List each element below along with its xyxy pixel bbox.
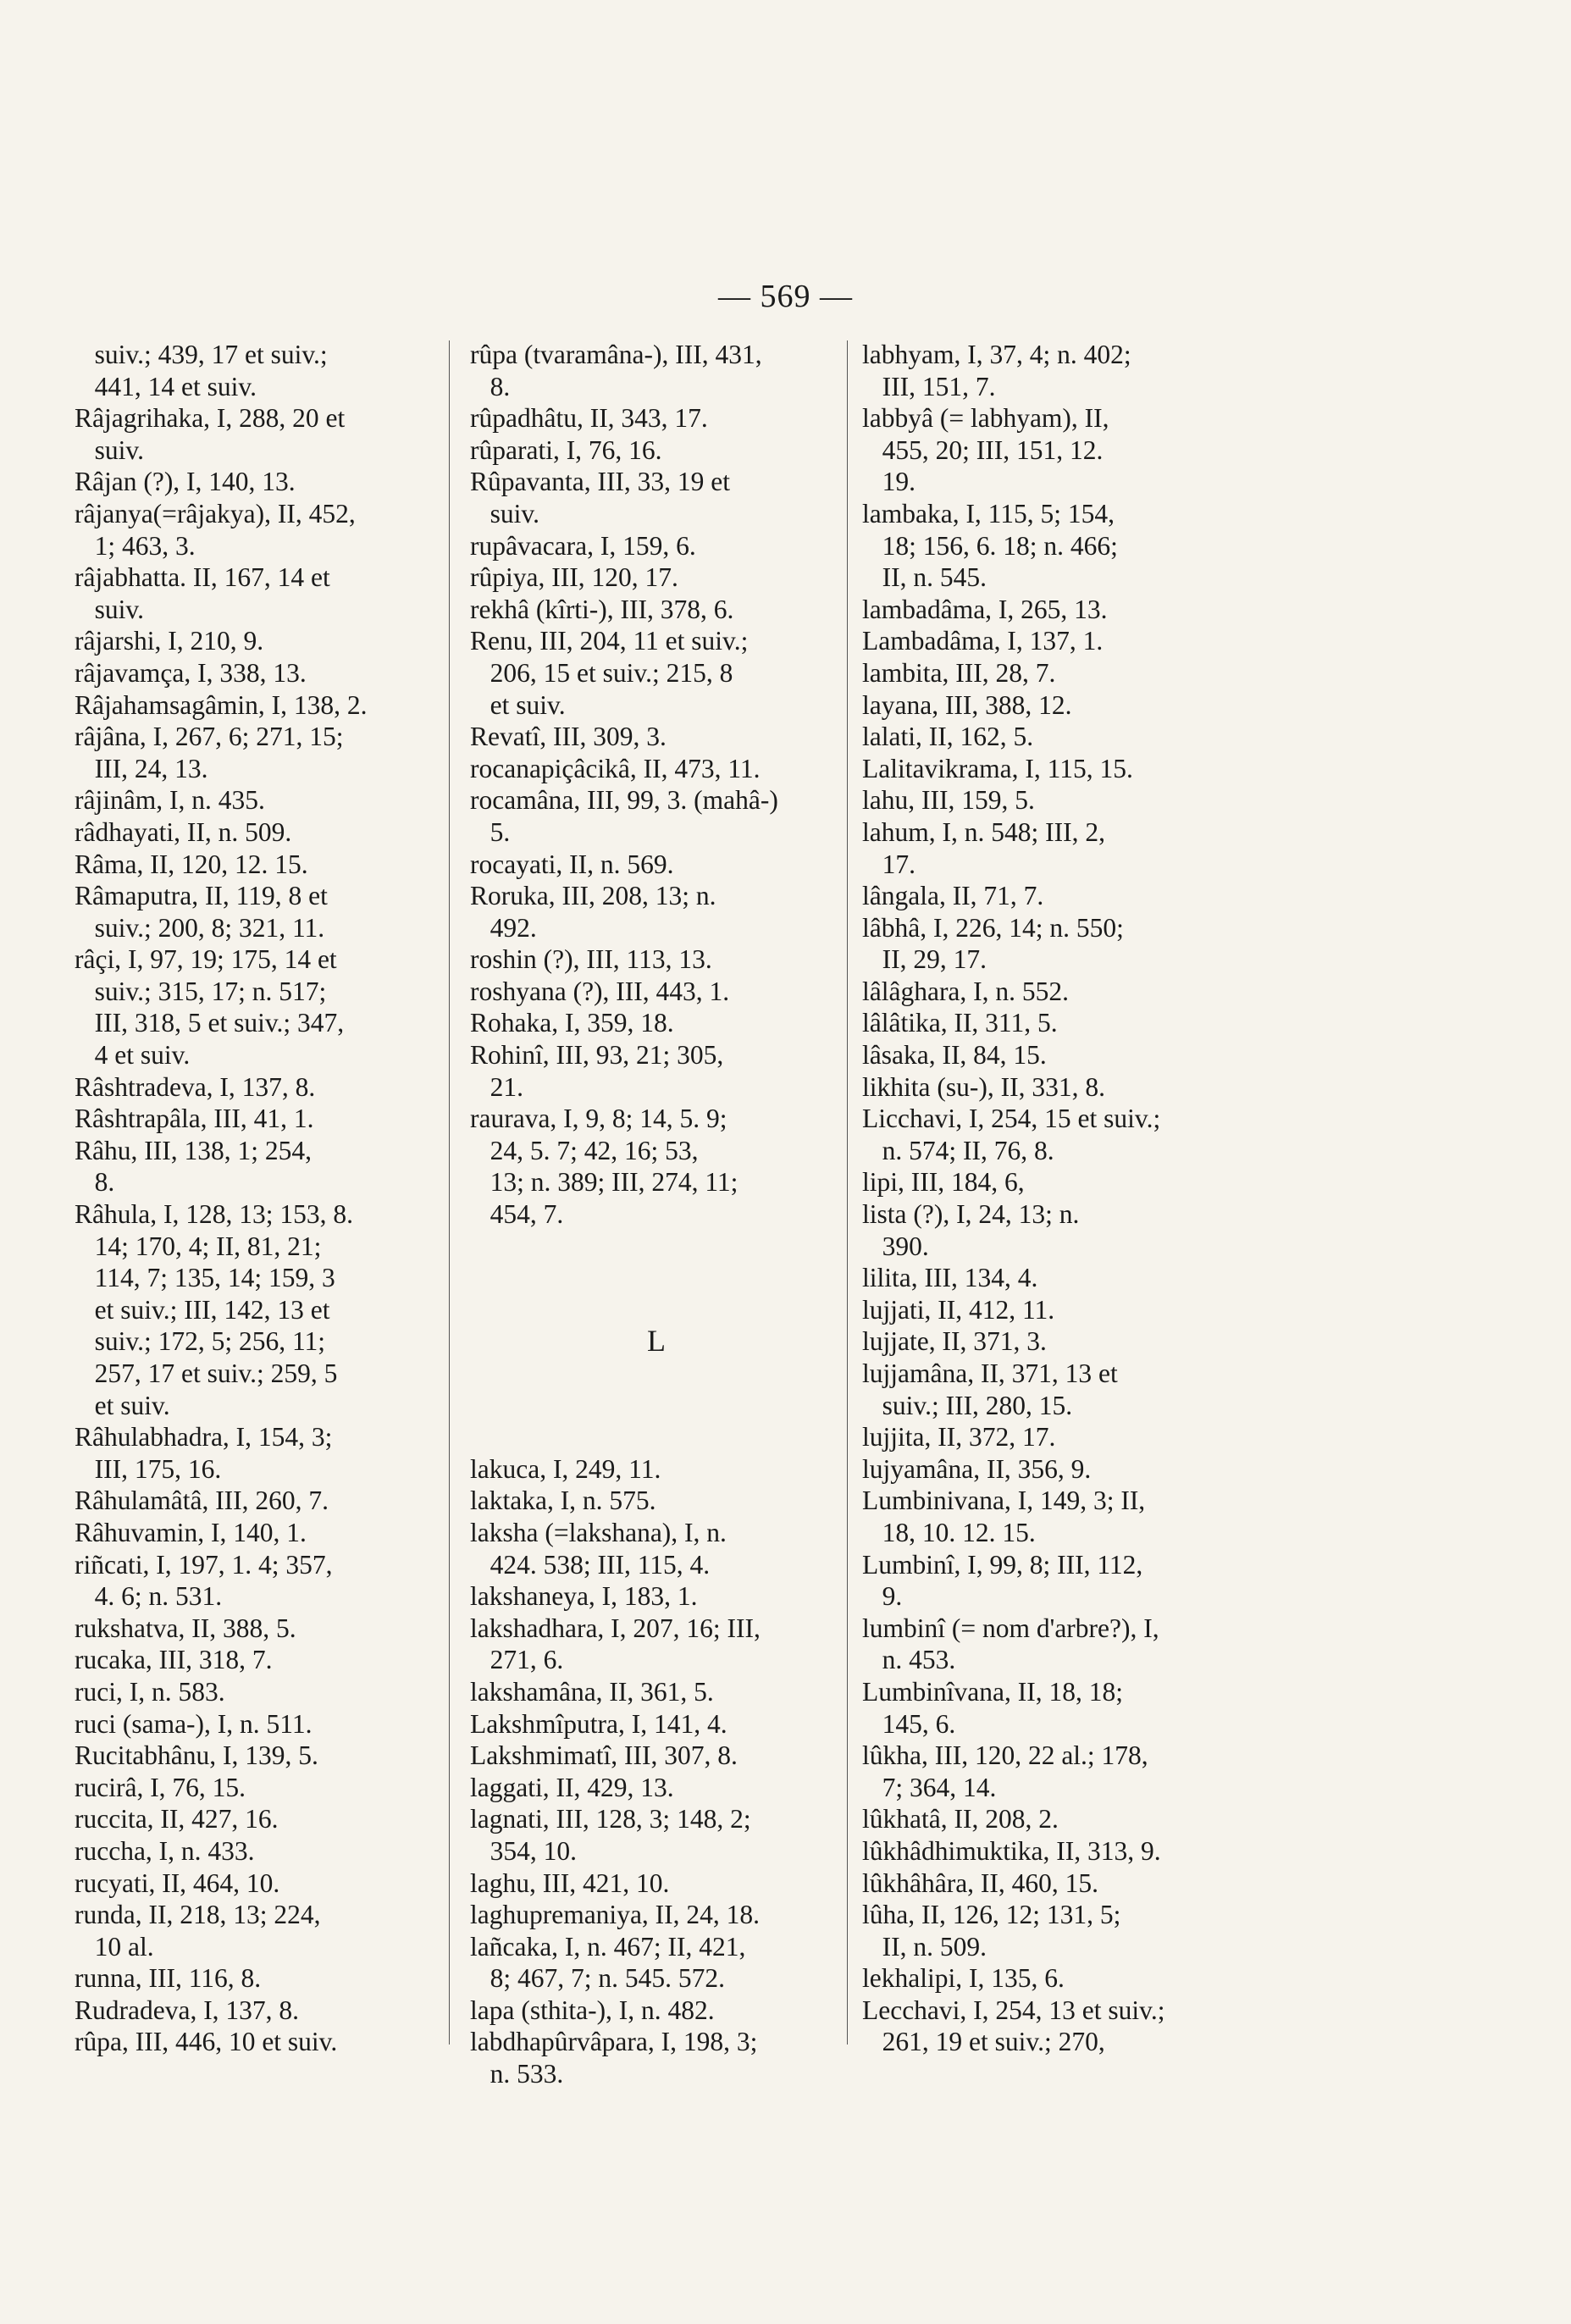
index-entry-line: 19. [862,467,915,497]
index-entry-line: laghupremaniya, II, 24, 18. [470,1900,761,1930]
index-entry-line [470,1231,843,1263]
index-entry-line: Râhula, I, 128, 13; 153, 8. [75,1199,353,1230]
index-entry-line: runna, III, 116, 8. [75,1963,262,1994]
index-entry-line: ruci, I, n. 583. [75,1676,225,1707]
index-entry-line: n. 574; II, 76, 8. [862,1135,1054,1165]
index-entry-line: roshyana (?), III, 443, 1. [470,976,730,1006]
index-entry-line: Rûpavanta, III, 33, 19 et [470,467,731,497]
index-entry-line: lûkha, III, 120, 22 al.; 178, [862,1740,1148,1771]
index-entry-line: 9. [862,1581,903,1612]
index-entry-line: lâlâghara, I, n. 552. [862,976,1070,1006]
index-entry-line: lahum, I, n. 548; III, 2, [862,816,1105,847]
index-entry-line: 390. [862,1231,929,1261]
index-entry-line [470,1390,843,1422]
index-entry-line: Râjahamsagâmin, I, 138, 2. [75,689,368,720]
index-column-2 [470,339,843,2090]
index-entry-line: suiv.; 200, 8; 321, 11. [75,912,325,943]
index-entry-line: lûkhatâ, II, 208, 2. [862,1804,1059,1834]
index-entry-line: Licchavi, I, 254, 15 et suiv.; [862,1104,1161,1134]
index-entry-line: 5. [470,816,511,847]
index-entry-line: 354, 10. [470,1835,577,1866]
index-entry-line: Lumbinîvana, II, 18, 18; [862,1676,1123,1707]
index-entry-line: Râhuvamin, I, 140, 1. [75,1517,307,1547]
index-entry-line: Râjan (?), I, 140, 13. [75,467,296,497]
index-entry-line: lujjati, II, 412, 11. [862,1294,1055,1325]
index-entry-line: lângala, II, 71, 7. [862,881,1044,911]
index-entry-line: laksha (=lakshana), I, n. [470,1517,727,1547]
index-entry-line: n. 533. [470,2059,564,2089]
index-entry-line: Lumbinî, I, 99, 8; III, 112, [862,1549,1143,1580]
index-entry-line: 1; 463, 3. [75,530,196,561]
index-entry-line: lambadâma, I, 265, 13. [862,594,1108,624]
index-entry-line: rûpadhâtu, II, 343, 17. [470,403,708,434]
index-entry-line: Lakshmîputra, I, 141, 4. [470,1708,727,1739]
section-letter: L [647,1324,666,1358]
index-entry-line: Râshtradeva, I, 137, 8. [75,1071,316,1102]
index-entry-line: rucyati, II, 464, 10. [75,1868,280,1898]
index-entry-line: râçi, I, 97, 19; 175, 14 et [75,944,337,975]
index-entry-line: rûpa, III, 446, 10 et suiv. [75,2027,338,2057]
index-entry-line: laghu, III, 421, 10. [470,1868,670,1898]
index-entry-line: et suiv. [470,689,566,720]
index-entry-line: riñcati, I, 197, 1. 4; 357, [75,1549,333,1580]
index-entry-line: Rohinî, III, 93, 21; 305, [470,1040,724,1071]
index-entry-line: 14; 170, 4; II, 81, 21; [75,1231,322,1261]
index-entry-line: Lambadâma, I, 137, 1. [862,626,1104,656]
page-number: — 569 — [718,279,853,314]
index-entry-line: rucaka, III, 318, 7. [75,1645,273,1675]
index-entry-line: lâsaka, II, 84, 15. [862,1040,1047,1071]
index-entry-line: III, 151, 7. [862,371,996,401]
index-entry-line: Rucitabhânu, I, 139, 5. [75,1740,318,1771]
index-entry-line: III, 24, 13. [75,753,208,783]
index-entry-line [470,1294,843,1326]
index-entry-line: 24, 5. 7; 42, 16; 53, [470,1135,699,1165]
column-divider [847,340,848,2045]
index-entry-line: ruccita, II, 427, 16. [75,1804,279,1834]
index-entry-line [470,1262,843,1294]
index-entry-line: suiv.; 172, 5; 256, 11; [75,1326,326,1357]
index-entry-line: Râshtrapâla, III, 41, 1. [75,1104,314,1134]
index-entry-line [470,1358,843,1390]
index-entry-line: lujjita, II, 372, 17. [862,1422,1056,1452]
index-entry-line: lâlâtika, II, 311, 5. [862,1008,1058,1038]
index-entry-line: Roruka, III, 208, 13; n. [470,881,716,911]
index-entry-line: Râma, II, 120, 12. 15. [75,849,308,879]
index-entry-line: 17. [862,849,915,879]
index-entry-line: rûpiya, III, 120, 17. [470,562,678,593]
index-entry-line: 7; 364, 14. [862,1772,997,1802]
index-entry-line: râjavamça, I, 338, 13. [75,657,307,688]
index-entry-line: Lecchavi, I, 254, 13 et suiv.; [862,1995,1165,2025]
index-entry-line: Râhulamâtâ, III, 260, 7. [75,1486,329,1516]
index-entry-line: 8; 467, 7; n. 545. 572. [470,1963,726,1994]
index-entry-line: Revatî, III, 309, 3. [470,722,667,752]
index-entry-line: rupâvacara, I, 159, 6. [470,530,696,561]
index-entry-line [470,1421,843,1453]
index-entry-line: lagnati, III, 128, 3; 148, 2; [470,1804,751,1834]
index-entry-line: Râmaputra, II, 119, 8 et [75,881,328,911]
index-entry-line: suiv. [470,498,539,528]
index-entry-line: 257, 17 et suiv.; 259, 5 [75,1358,338,1388]
index-entry-line: Renu, III, 204, 11 et suiv.; [470,626,749,656]
index-entry-line: ruci (sama-), I, n. 511. [75,1708,313,1739]
index-entry-line: 492. [470,912,537,943]
index-entry-line: lakshadhara, I, 207, 16; III, [470,1613,761,1643]
index-entry-line: Lakshmimatî, III, 307, 8. [470,1740,738,1771]
index-entry-line: râdhayati, II, n. 509. [75,816,292,847]
index-entry-line: 114, 7; 135, 14; 159, 3 [75,1263,335,1293]
index-entry-line: 424. 538; III, 115, 4. [470,1549,711,1580]
index-entry-line: Râhu, III, 138, 1; 254, [75,1135,312,1165]
index-entry-line: 145, 6. [862,1708,956,1739]
index-entry-line: Lumbinivana, I, 149, 3; II, [862,1486,1146,1516]
index-entry-line: Lalitavikrama, I, 115, 15. [862,753,1133,783]
index-entry-line: rocamâna, III, 99, 3. (mahâ-) [470,785,778,816]
index-entry-line: lahu, III, 159, 5. [862,785,1035,816]
index-entry-line: III, 175, 16. [75,1453,222,1484]
index-entry-line: râjanya(=râjakya), II, 452, [75,498,356,528]
index-entry-line: lakshamâna, II, 361, 5. [470,1676,714,1707]
index-entry-line: 10 al. [75,1931,154,1962]
index-entry-line: 454, 7. [470,1199,564,1230]
index-entry-line: II, n. 509. [862,1931,987,1962]
index-entry-line: lapa (sthita-), I, n. 482. [470,1995,715,2025]
index-column-1 [75,339,440,2058]
index-entry-line: III, 318, 5 et suiv.; 347, [75,1008,345,1038]
index-entry-line: roshin (?), III, 113, 13. [470,944,712,975]
index-entry-line: lumbinî (= nom d'arbre?), I, [862,1613,1159,1643]
index-entry-line: ruccha, I, n. 433. [75,1835,255,1866]
index-entry-line: lekhalipi, I, 135, 6. [862,1963,1065,1994]
index-entry-line: lujyamâna, II, 356, 9. [862,1453,1092,1484]
index-entry-line: Rohaka, I, 359, 18. [470,1008,674,1038]
index-entry-line: labbyâ (= labhyam), II, [862,403,1109,434]
index-entry-line: suiv.; 315, 17; n. 517; [75,976,327,1006]
index-entry-line: et suiv. [75,1390,170,1420]
index-entry-line: lambaka, I, 115, 5; 154, [862,498,1115,528]
index-entry-line: 21. [470,1071,523,1102]
index-entry-line: râjâna, I, 267, 6; 271, 15; [75,722,344,752]
index-entry-line: 4 et suiv. [75,1040,191,1071]
index-entry-line: lâbhâ, I, 226, 14; n. 550; [862,912,1124,943]
index-entry-line: lista (?), I, 24, 13; n. [862,1199,1080,1230]
index-entry-line: lañcaka, I, n. 467; II, 421, [470,1931,746,1962]
index-entry-line: rukshatva, II, 388, 5. [75,1613,296,1643]
index-entry-line: lûkhâhâra, II, 460, 15. [862,1868,1099,1898]
index-entry-line: 18; 156, 6. 18; n. 466; [862,530,1118,561]
index-entry-line: 18, 10. 12. 15. [862,1517,1036,1547]
index-entry-line: rekhâ (kîrti-), III, 378, 6. [470,594,734,624]
index-entry-line: suiv.; 439, 17 et suiv.; [75,340,328,369]
index-entry-line: 4. 6; n. 531. [75,1581,223,1612]
index-entry-line: rocayati, II, n. 569. [470,849,674,879]
index-entry-line: lûkhâdhimuktika, II, 313, 9. [862,1835,1161,1866]
index-entry-line: likhita (su-), II, 331, 8. [862,1071,1105,1102]
index-entry-line: lalati, II, 162, 5. [862,722,1034,752]
index-entry-line: layana, III, 388, 12. [862,689,1072,720]
index-entry-line: suiv. [75,594,144,624]
index-entry-line: lakuca, I, 249, 11. [470,1453,661,1484]
column-divider [449,340,450,2045]
index-entry-line: 455, 20; III, 151, 12. [862,434,1104,465]
index-entry-line: rûpa (tvaramâna-), III, 431, [470,340,762,369]
index-entry-line: II, 29, 17. [862,944,987,975]
index-entry-line: 8. [75,1167,115,1198]
index-entry-line: II, n. 545. [862,562,987,593]
index-entry-line: et suiv.; III, 142, 13 et [75,1294,330,1325]
index-entry-line: runda, II, 218, 13; 224, [75,1900,321,1930]
index-entry-line: lambita, III, 28, 7. [862,657,1056,688]
index-entry-line: Râhulabhadra, I, 154, 3; [75,1422,333,1452]
index-entry-line: lilita, III, 134, 4. [862,1263,1038,1293]
index-entry-line: labdhapûrvâpara, I, 198, 3; [470,2027,758,2057]
index-entry-line: 261, 19 et suiv.; 270, [862,2027,1105,2057]
index-entry-line: râjarshi, I, 210, 9. [75,626,264,656]
index-entry-line: lujjate, II, 371, 3. [862,1326,1047,1357]
index-entry-line: 441, 14 et suiv. [75,371,257,401]
index-entry-line: suiv. [75,434,144,465]
index-entry-line: rocanapiçâcikâ, II, 473, 11. [470,753,761,783]
index-entry-line: n. 453. [862,1645,956,1675]
index-entry-line: raurava, I, 9, 8; 14, 5. 9; [470,1104,727,1134]
index-column-3 [862,339,1243,2058]
index-entry-line: lûha, II, 126, 12; 131, 5; [862,1900,1121,1930]
index-entry-line: laktaka, I, n. 575. [470,1486,656,1516]
index-entry-line: laggati, II, 429, 13. [470,1772,674,1802]
index-entry-line: 206, 15 et suiv.; 215, 8 [470,657,733,688]
index-entry-line: Rudradeva, I, 137, 8. [75,1995,300,2025]
index-entry-line: 271, 6. [470,1645,564,1675]
index-entry-line: lipi, III, 184, 6, [862,1167,1025,1198]
index-entry-line: lujjamâna, II, 371, 13 et [862,1358,1118,1388]
index-entry-line: râjabhatta. II, 167, 14 et [75,562,330,593]
index-entry-line: rûparati, I, 76, 16. [470,434,662,465]
index-entry-line: 8. [470,371,511,401]
index-entry-line: suiv.; III, 280, 15. [862,1390,1073,1420]
index-entry-line: rucirâ, I, 76, 15. [75,1772,246,1802]
index-entry-line: râjinâm, I, n. 435. [75,785,265,816]
index-entry-line: lakshaneya, I, 183, 1. [470,1581,698,1612]
index-entry-line: Râjagrihaka, I, 288, 20 et [75,403,346,434]
index-entry-line: labhyam, I, 37, 4; n. 402; [862,340,1131,369]
index-entry-line: 13; n. 389; III, 274, 11; [470,1167,738,1198]
